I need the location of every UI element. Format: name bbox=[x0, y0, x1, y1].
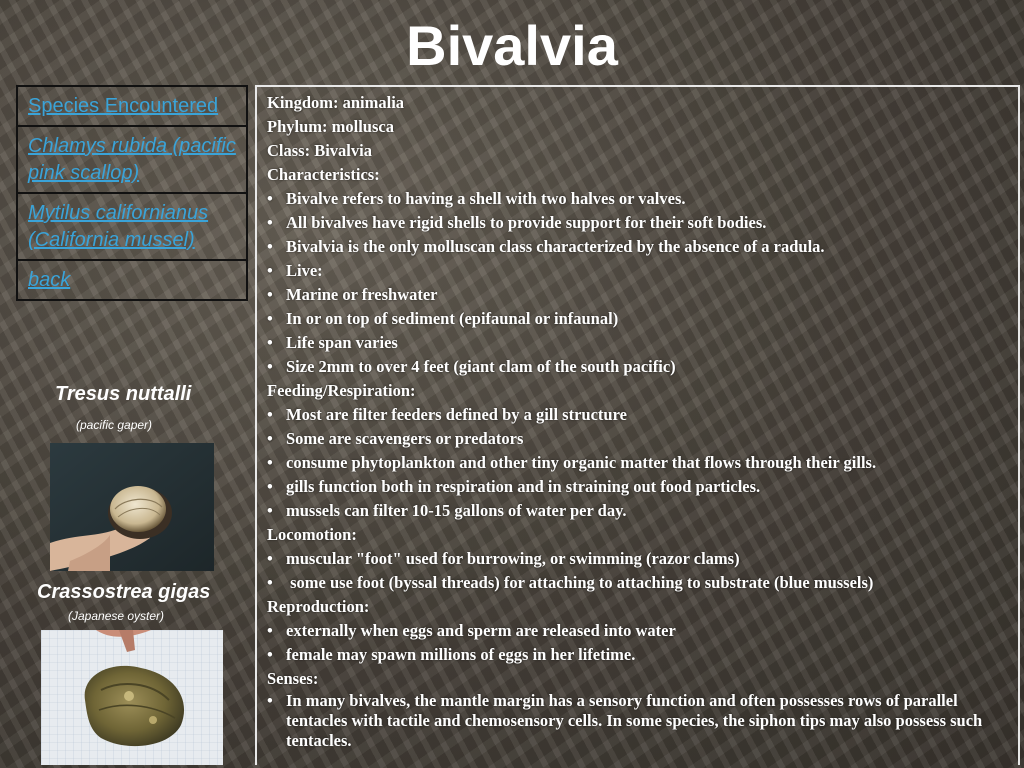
nav-cell-species-encountered bbox=[18, 87, 246, 127]
oyster-photo bbox=[41, 630, 223, 765]
species-common-crassostrea: (Japanese oyster) bbox=[68, 609, 165, 623]
page-title: Bivalvia bbox=[406, 14, 618, 77]
nav-cell-back bbox=[18, 261, 246, 299]
locomotion-heading: Locomotion: bbox=[267, 525, 357, 544]
reproduction-item: • externally when eggs and sperm are released into water bbox=[267, 619, 1010, 643]
senses-heading: Senses: bbox=[267, 669, 319, 688]
feeding-item: • mussels can filter 10-15 gallons of water per day. bbox=[267, 499, 1010, 523]
characteristics-item: • Life span varies bbox=[267, 331, 1010, 355]
clam-photo bbox=[50, 443, 214, 571]
characteristics-item: • Live: bbox=[267, 259, 1010, 283]
characteristics-item: • Marine or freshwater bbox=[267, 283, 1010, 307]
species-encountered-link[interactable]: Species Encountered bbox=[28, 95, 219, 117]
bivalvia-info-panel bbox=[255, 85, 1020, 765]
characteristics-heading: Characteristics: bbox=[267, 165, 380, 184]
reproduction-heading: Reproduction: bbox=[267, 597, 370, 616]
senses-item: • In many bivalves, the mantle margin has a sensory function and often possesses rows of parallel tentacles with tactile and chemosensory cells. In some species, the siphon tips may also possess such tentacles. bbox=[267, 691, 1010, 751]
characteristics-item: • Bivalve refers to having a shell with two halves or valves. bbox=[267, 187, 1010, 211]
nav-cell-chlamys bbox=[18, 127, 246, 194]
feeding-item: • gills function both in respiration and in straining out food particles. bbox=[267, 475, 1010, 499]
characteristics-item: • All bivalves have rigid shells to provide support for their soft bodies. bbox=[267, 211, 1010, 235]
reproduction-item: • female may spawn millions of eggs in her lifetime. bbox=[267, 643, 1010, 667]
feeding-item: • Some are scavengers or predators bbox=[267, 427, 1010, 451]
kingdom-text: Kingdom: animalia bbox=[267, 93, 405, 112]
species-name-tresus: Tresus nuttalli bbox=[55, 383, 192, 405]
characteristics-item: • Bivalvia is the only molluscan class characterized by the absence of a radula. bbox=[267, 235, 1010, 259]
phylum-text: Phylum: mollusca bbox=[267, 117, 394, 136]
nav-cell-mytilus bbox=[18, 194, 246, 261]
chlamys-rubida-link[interactable]: Chlamys rubida (pacific pink scallop) bbox=[28, 135, 236, 184]
back-link[interactable]: back bbox=[28, 269, 71, 291]
feeding-item: • Most are filter feeders defined by a gill structure bbox=[267, 403, 1010, 427]
species-common-tresus: (pacific gaper) bbox=[76, 418, 153, 432]
class-text: Class: Bivalvia bbox=[267, 141, 372, 160]
species-nav-table bbox=[16, 85, 248, 301]
feeding-item: • consume phytoplankton and other tiny organic matter that flows through their gills. bbox=[267, 451, 1010, 475]
species-name-crassostrea: Crassostrea gigas bbox=[37, 581, 211, 603]
locomotion-item: • some use foot (byssal threads) for attaching to attaching to substrate (blue mussels) bbox=[267, 571, 1010, 595]
feeding-heading: Feeding/Respiration: bbox=[267, 381, 416, 400]
characteristics-item: • In or on top of sediment (epifaunal or infaunal) bbox=[267, 307, 1010, 331]
characteristics-item: • Size 2mm to over 4 feet (giant clam of the south pacific) bbox=[267, 355, 1010, 379]
locomotion-item: • muscular "foot" used for burrowing, or swimming (razor clams) bbox=[267, 547, 1010, 571]
mytilus-californianus-link[interactable]: Mytilus californianus (California mussel) bbox=[28, 202, 209, 251]
